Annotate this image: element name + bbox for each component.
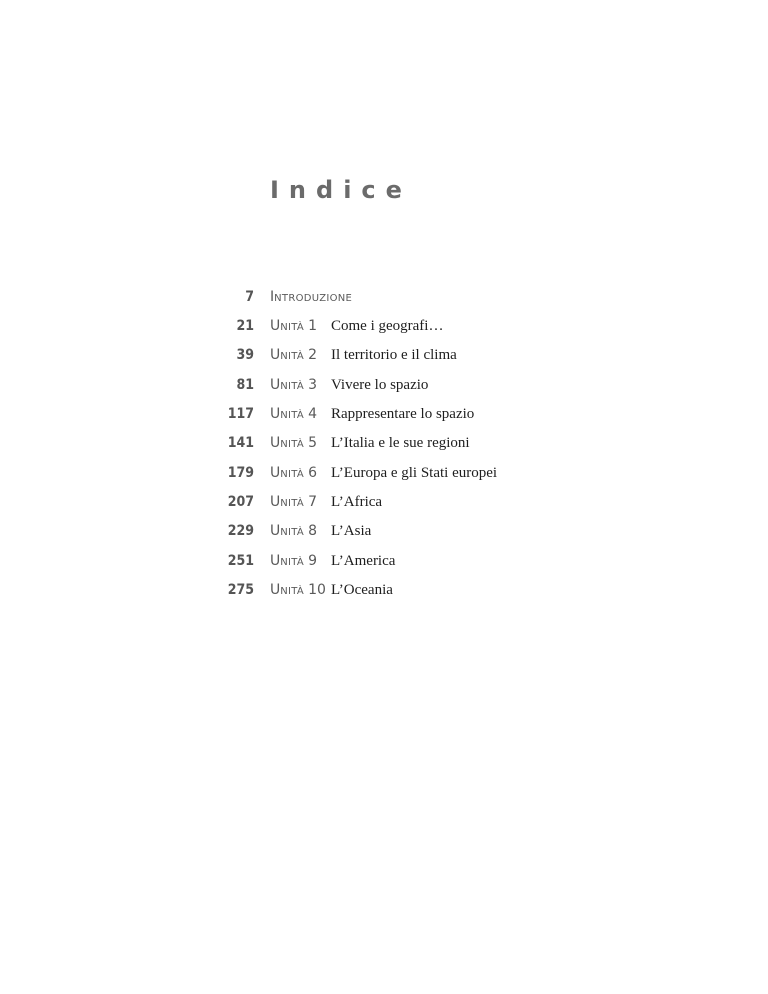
unit-label-initial: U: [270, 347, 281, 363]
toc-entry-unit-9[interactable]: [0, 549, 768, 573]
unit-label-initial: U: [270, 435, 281, 451]
toc-chapter-title: L’Europa e gli Stati europei: [331, 465, 498, 481]
unit-label-initial: U: [270, 582, 281, 598]
toc-section-label: [270, 285, 352, 311]
toc-entry-introduction[interactable]: [0, 285, 768, 309]
unit-label-initial: U: [270, 318, 281, 334]
toc-entry-unit-7[interactable]: [0, 490, 768, 514]
toc-chapter-title: L’Africa: [331, 494, 383, 510]
toc-chapter-title: Vivere lo spazio: [331, 377, 429, 393]
toc-unit-label: [270, 490, 317, 516]
toc-page-number: 251: [227, 553, 254, 569]
unit-number: 9: [308, 553, 317, 569]
unit-label-initial: U: [270, 465, 281, 481]
unit-number: 10: [308, 582, 326, 598]
unit-label-initial: U: [270, 494, 281, 510]
toc-chapter-title: Come i geografi…: [331, 318, 444, 334]
toc-page-number: 7: [245, 289, 254, 305]
unit-label-initial: U: [270, 406, 281, 422]
toc-unit-label: [270, 549, 317, 575]
unit-label-initial: U: [270, 377, 281, 393]
toc-page-number: 39: [236, 347, 254, 363]
toc-entry-unit-8[interactable]: [0, 519, 768, 543]
unit-label-rest: NITÀ: [280, 498, 305, 509]
toc-page-number: 21: [236, 318, 254, 334]
unit-label-initial: U: [270, 523, 281, 539]
unit-label-rest: NITÀ: [280, 439, 305, 450]
toc-unit-label: [270, 343, 317, 369]
unit-number: 1: [308, 318, 317, 334]
toc-entry-unit-4[interactable]: [0, 402, 768, 426]
toc-page-number: 81: [236, 377, 254, 393]
toc-entry-unit-5[interactable]: [0, 431, 768, 455]
section-label-rest: NTRODUZIONE: [274, 293, 353, 304]
unit-label-rest: NITÀ: [280, 410, 305, 421]
toc-page-number: 207: [227, 494, 254, 510]
toc-entry-unit-3[interactable]: [0, 373, 768, 397]
toc-chapter-title: Il territorio e il clima: [331, 347, 457, 363]
unit-label-rest: NITÀ: [280, 469, 305, 480]
toc-unit-label: [270, 402, 317, 428]
toc-page-number: 141: [227, 435, 254, 451]
toc-chapter-title: L’America: [331, 553, 396, 569]
unit-number: 8: [308, 523, 317, 539]
unit-label-rest: NITÀ: [280, 381, 305, 392]
toc-unit-label: [270, 314, 317, 340]
unit-number: 5: [308, 435, 317, 451]
toc-chapter-title: L’Italia e le sue regioni: [331, 435, 470, 451]
toc-chapter-title: Rappresentare lo spazio: [331, 406, 475, 422]
toc-unit-label: [270, 578, 326, 604]
unit-label-rest: NITÀ: [280, 586, 305, 597]
unit-label-rest: NITÀ: [280, 322, 305, 333]
toc-chapter-title: L’Oceania: [331, 582, 393, 598]
section-label-initial: I: [270, 289, 275, 305]
unit-label-initial: U: [270, 553, 281, 569]
toc-page-number: 179: [227, 465, 254, 481]
toc-entry-unit-1[interactable]: [0, 314, 768, 338]
toc-page-number: 275: [227, 582, 254, 598]
toc-page-number: 229: [227, 523, 254, 539]
toc-entry-unit-10[interactable]: [0, 578, 768, 602]
unit-number: 7: [308, 494, 317, 510]
toc-unit-label: [270, 431, 317, 457]
unit-number: 3: [308, 377, 317, 393]
unit-number: 2: [308, 347, 317, 363]
toc-page-number: 117: [227, 406, 254, 422]
unit-label-rest: NITÀ: [280, 527, 305, 538]
toc-unit-label: [270, 461, 317, 487]
toc-unit-label: [270, 373, 317, 399]
page-title: Indice: [270, 176, 412, 204]
unit-number: 4: [308, 406, 317, 422]
unit-number: 6: [308, 465, 317, 481]
toc-unit-label: [270, 519, 317, 545]
toc-entry-unit-2[interactable]: [0, 343, 768, 367]
unit-label-rest: NITÀ: [280, 557, 305, 568]
toc-entry-unit-6[interactable]: [0, 461, 768, 485]
toc-chapter-title: L’Asia: [331, 523, 372, 539]
unit-label-rest: NITÀ: [280, 351, 305, 362]
